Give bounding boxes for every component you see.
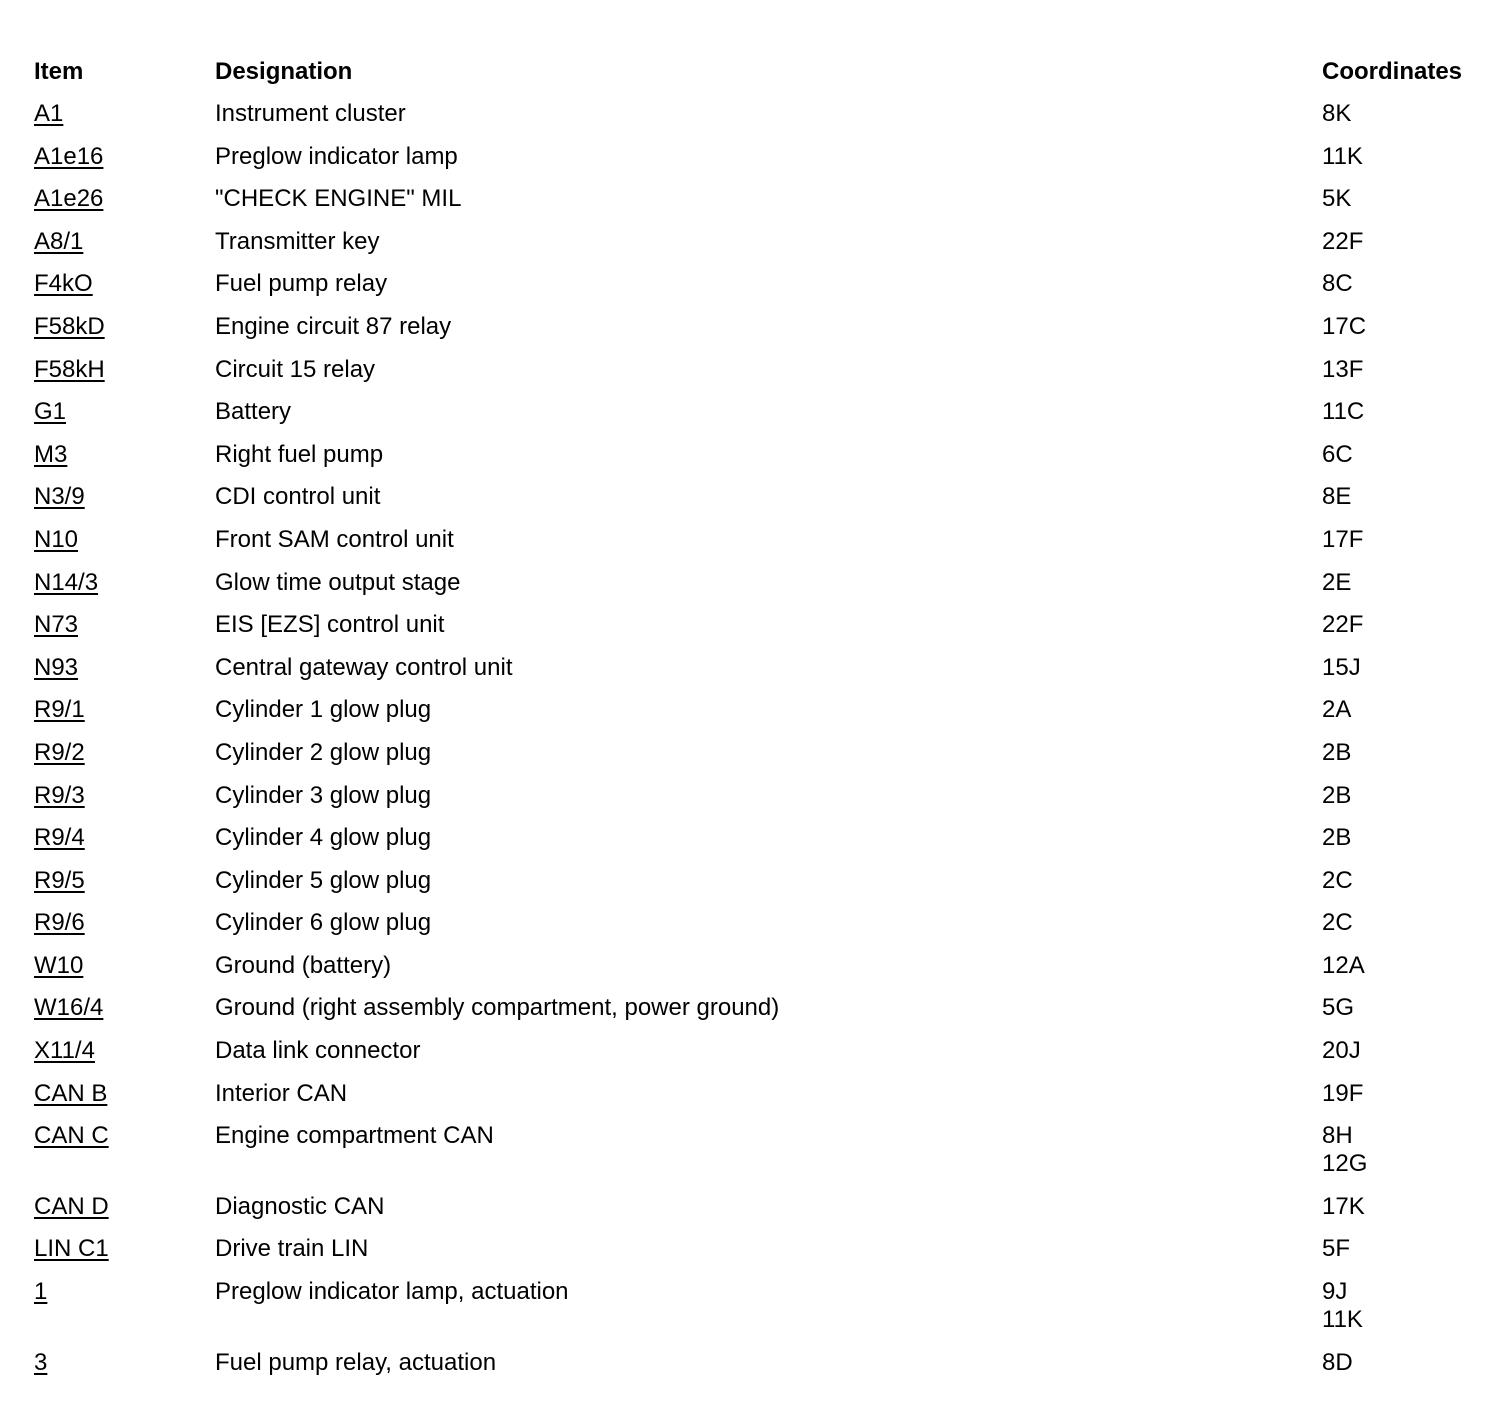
coordinates-cell xyxy=(1322,611,1484,639)
coordinates-cell xyxy=(1322,824,1484,852)
coordinate-value: 15J xyxy=(1322,653,1361,681)
designation-cell: Data link connector xyxy=(215,1037,421,1065)
coordinates-cell xyxy=(1322,867,1484,895)
coordinate-value: 5F xyxy=(1322,1235,1351,1263)
item-link[interactable]: F58kH xyxy=(34,355,105,383)
header-coordinates: Coordinates xyxy=(1322,58,1463,85)
designation-cell: Engine circuit 87 relay xyxy=(215,312,452,340)
table-row xyxy=(34,1235,1484,1278)
table-body xyxy=(34,100,1484,1391)
item-cell xyxy=(34,1235,215,1263)
table-row xyxy=(34,143,1484,186)
designation-cell: Battery xyxy=(215,398,292,426)
designation-cell: Central gateway control unit xyxy=(215,653,513,681)
header-designation: Designation xyxy=(215,58,353,85)
item-cell xyxy=(34,1080,215,1108)
item-cell xyxy=(34,952,215,980)
table-row xyxy=(34,313,1484,356)
coordinates-cell xyxy=(1322,696,1484,724)
item-cell xyxy=(34,1278,215,1306)
coordinates-cell xyxy=(1322,1235,1484,1263)
item-link[interactable]: CAN C xyxy=(34,1122,109,1150)
item-cell xyxy=(34,356,215,384)
item-cell xyxy=(34,782,215,810)
table-row xyxy=(34,782,1484,825)
item-link[interactable]: N93 xyxy=(34,653,79,681)
item-link[interactable]: A1e16 xyxy=(34,142,104,170)
designation-cell: Cylinder 4 glow plug xyxy=(215,824,432,852)
coordinates-cell xyxy=(1322,569,1484,597)
coordinates-cell xyxy=(1322,654,1484,682)
header-item: Item xyxy=(34,58,84,85)
item-cell xyxy=(34,611,215,639)
designation-cell: Transmitter key xyxy=(215,227,380,255)
coordinates-cell xyxy=(1322,441,1484,469)
item-link[interactable]: W10 xyxy=(34,951,84,979)
item-cell xyxy=(34,696,215,724)
designation-cell: Drive train LIN xyxy=(215,1235,369,1263)
item-link[interactable]: 3 xyxy=(34,1348,48,1376)
designation-cell: Cylinder 1 glow plug xyxy=(215,696,432,724)
designation-cell: Engine compartment CAN xyxy=(215,1122,494,1150)
table-row xyxy=(34,185,1484,228)
coordinate-value: 2B xyxy=(1322,824,1352,852)
coordinates-cell xyxy=(1322,1080,1484,1108)
coordinate-value: 12A xyxy=(1322,951,1365,979)
coordinates-cell xyxy=(1322,909,1484,937)
designation-cell: Preglow indicator lamp, actuation xyxy=(215,1278,569,1306)
component-legend-table xyxy=(34,58,1484,1391)
coordinate-value: 8K xyxy=(1322,100,1352,127)
item-cell xyxy=(34,483,215,511)
table-row xyxy=(34,1278,1484,1349)
table-row xyxy=(34,1080,1484,1123)
coordinate-value: 2A xyxy=(1322,696,1352,724)
coordinates-cell xyxy=(1322,228,1484,256)
table-row xyxy=(34,994,1484,1037)
table-row xyxy=(34,611,1484,654)
item-link[interactable]: F58kD xyxy=(34,312,105,340)
designation-cell: EIS [EZS] control unit xyxy=(215,611,445,639)
item-cell xyxy=(34,909,215,937)
item-link[interactable]: F4kO xyxy=(34,270,93,298)
table-row xyxy=(34,270,1484,313)
item-link[interactable]: R9/4 xyxy=(34,824,85,852)
item-cell xyxy=(34,185,215,213)
item-link[interactable]: LIN C1 xyxy=(34,1235,109,1263)
item-cell xyxy=(34,824,215,852)
item-cell xyxy=(34,739,215,767)
item-cell xyxy=(34,654,215,682)
designation-cell: Right fuel pump xyxy=(215,440,384,468)
item-link[interactable]: R9/3 xyxy=(34,781,85,809)
item-cell xyxy=(34,100,215,128)
item-link[interactable]: R9/2 xyxy=(34,738,85,766)
item-link[interactable]: A1e26 xyxy=(34,185,104,213)
item-cell xyxy=(34,441,215,469)
item-link[interactable]: N3/9 xyxy=(34,483,85,511)
coordinates-cell xyxy=(1322,1122,1484,1178)
coordinate-value: 9J xyxy=(1322,1278,1348,1306)
table-row xyxy=(34,654,1484,697)
coordinates-cell xyxy=(1322,483,1484,511)
table-row xyxy=(34,739,1484,782)
item-cell xyxy=(34,1037,215,1065)
table-row xyxy=(34,356,1484,399)
coordinate-value: 20J xyxy=(1322,1037,1361,1065)
coordinates-cell xyxy=(1322,994,1484,1022)
designation-cell: Fuel pump relay, actuation xyxy=(215,1348,497,1376)
designation-cell: Cylinder 5 glow plug xyxy=(215,866,432,894)
designation-cell: Instrument cluster xyxy=(215,100,406,127)
coordinates-cell xyxy=(1322,952,1484,980)
coordinate-value: 22F xyxy=(1322,611,1364,639)
table-row xyxy=(34,100,1484,143)
designation-cell: Cylinder 6 glow plug xyxy=(215,909,432,937)
item-link[interactable]: CAN B xyxy=(34,1079,108,1107)
table-row xyxy=(34,952,1484,995)
designation-cell: Preglow indicator lamp xyxy=(215,142,458,170)
item-cell xyxy=(34,1193,215,1221)
coordinates-cell xyxy=(1322,1349,1484,1377)
item-link[interactable]: A1 xyxy=(34,100,64,127)
table-row xyxy=(34,526,1484,569)
designation-cell: Glow time output stage xyxy=(215,568,461,596)
item-cell xyxy=(34,569,215,597)
coordinate-value: 17K xyxy=(1322,1192,1365,1220)
table-row xyxy=(34,483,1484,526)
table-row xyxy=(34,441,1484,484)
item-link[interactable]: M3 xyxy=(34,440,68,468)
item-cell xyxy=(34,1349,215,1377)
coordinate-value: 17C xyxy=(1322,312,1367,340)
coordinate-value: 19F xyxy=(1322,1079,1364,1107)
table-row xyxy=(34,867,1484,910)
item-cell xyxy=(34,398,215,426)
item-link[interactable]: N73 xyxy=(34,611,79,639)
coordinate-value: 2B xyxy=(1322,738,1352,766)
coordinates-cell xyxy=(1322,185,1484,213)
item-link[interactable]: X11/4 xyxy=(34,1037,95,1065)
item-link[interactable]: CAN D xyxy=(34,1192,109,1220)
coordinates-cell xyxy=(1322,313,1484,341)
item-link[interactable]: N14/3 xyxy=(34,568,99,596)
designation-cell: Ground (right assembly compartment, power ground) xyxy=(215,994,780,1022)
table-row xyxy=(34,1122,1484,1193)
table-row xyxy=(34,696,1484,739)
table-row xyxy=(34,824,1484,867)
coordinates-cell xyxy=(1322,1193,1484,1221)
item-link[interactable]: A8/1 xyxy=(34,227,84,255)
coordinate-value: 13F xyxy=(1322,355,1364,383)
coordinates-cell xyxy=(1322,398,1484,426)
coordinate-value: 22F xyxy=(1322,227,1364,255)
item-cell xyxy=(34,526,215,554)
coordinate-value: 8H xyxy=(1322,1122,1353,1150)
coordinate-value: 2B xyxy=(1322,781,1352,809)
coordinate-value: 5K xyxy=(1322,185,1352,213)
designation-cell: Diagnostic CAN xyxy=(215,1192,385,1220)
designation-cell: Cylinder 2 glow plug xyxy=(215,738,432,766)
item-cell xyxy=(34,228,215,256)
coordinates-cell xyxy=(1322,100,1484,128)
designation-cell: Interior CAN xyxy=(215,1079,348,1107)
coordinate-value: 8E xyxy=(1322,483,1352,511)
coordinate-value: 8D xyxy=(1322,1348,1353,1376)
table-row xyxy=(34,1037,1484,1080)
designation-cell: Circuit 15 relay xyxy=(215,355,376,383)
coordinate-value: 11C xyxy=(1322,398,1365,426)
item-link[interactable]: W16/4 xyxy=(34,994,104,1022)
item-cell xyxy=(34,270,215,298)
coordinates-cell xyxy=(1322,143,1484,171)
designation-cell: Ground (battery) xyxy=(215,951,392,979)
coordinate-value: 5G xyxy=(1322,994,1355,1022)
table-row xyxy=(34,909,1484,952)
coordinate-value: 2E xyxy=(1322,568,1352,596)
table-header-row xyxy=(34,58,1484,100)
item-link[interactable]: R9/1 xyxy=(34,696,85,724)
designation-cell: Front SAM control unit xyxy=(215,525,454,553)
table-row xyxy=(34,1193,1484,1236)
coordinates-cell xyxy=(1322,739,1484,767)
coordinate-value: 17F xyxy=(1322,525,1364,553)
item-link[interactable]: G1 xyxy=(34,398,67,426)
coordinate-value: 8C xyxy=(1322,270,1353,298)
table-row xyxy=(34,1349,1484,1392)
designation-cell: CDI control unit xyxy=(215,483,381,511)
designation-cell: "CHECK ENGINE" MIL xyxy=(215,185,462,213)
item-cell xyxy=(34,1122,215,1150)
coordinate-value: 11K xyxy=(1322,142,1363,170)
table-row xyxy=(34,398,1484,441)
coordinates-cell xyxy=(1322,1278,1484,1334)
coordinate-value: 11K xyxy=(1322,1306,1363,1334)
table-row xyxy=(34,228,1484,271)
coordinates-cell xyxy=(1322,270,1484,298)
item-cell xyxy=(34,313,215,341)
coordinates-cell xyxy=(1322,1037,1484,1065)
designation-cell: Fuel pump relay xyxy=(215,270,388,298)
coordinate-value: 2C xyxy=(1322,909,1353,937)
item-link[interactable]: 1 xyxy=(34,1278,48,1306)
coordinate-value: 2C xyxy=(1322,866,1353,894)
coordinate-value: 12G xyxy=(1322,1150,1368,1178)
item-link[interactable]: R9/6 xyxy=(34,909,85,937)
coordinates-cell xyxy=(1322,356,1484,384)
item-link[interactable]: N10 xyxy=(34,525,79,553)
coordinate-value: 6C xyxy=(1322,440,1353,468)
table-row xyxy=(34,569,1484,612)
item-cell xyxy=(34,994,215,1022)
coordinates-cell xyxy=(1322,782,1484,810)
item-cell xyxy=(34,867,215,895)
item-link[interactable]: R9/5 xyxy=(34,866,85,894)
designation-cell: Cylinder 3 glow plug xyxy=(215,781,432,809)
item-cell xyxy=(34,143,215,171)
coordinates-cell xyxy=(1322,526,1484,554)
